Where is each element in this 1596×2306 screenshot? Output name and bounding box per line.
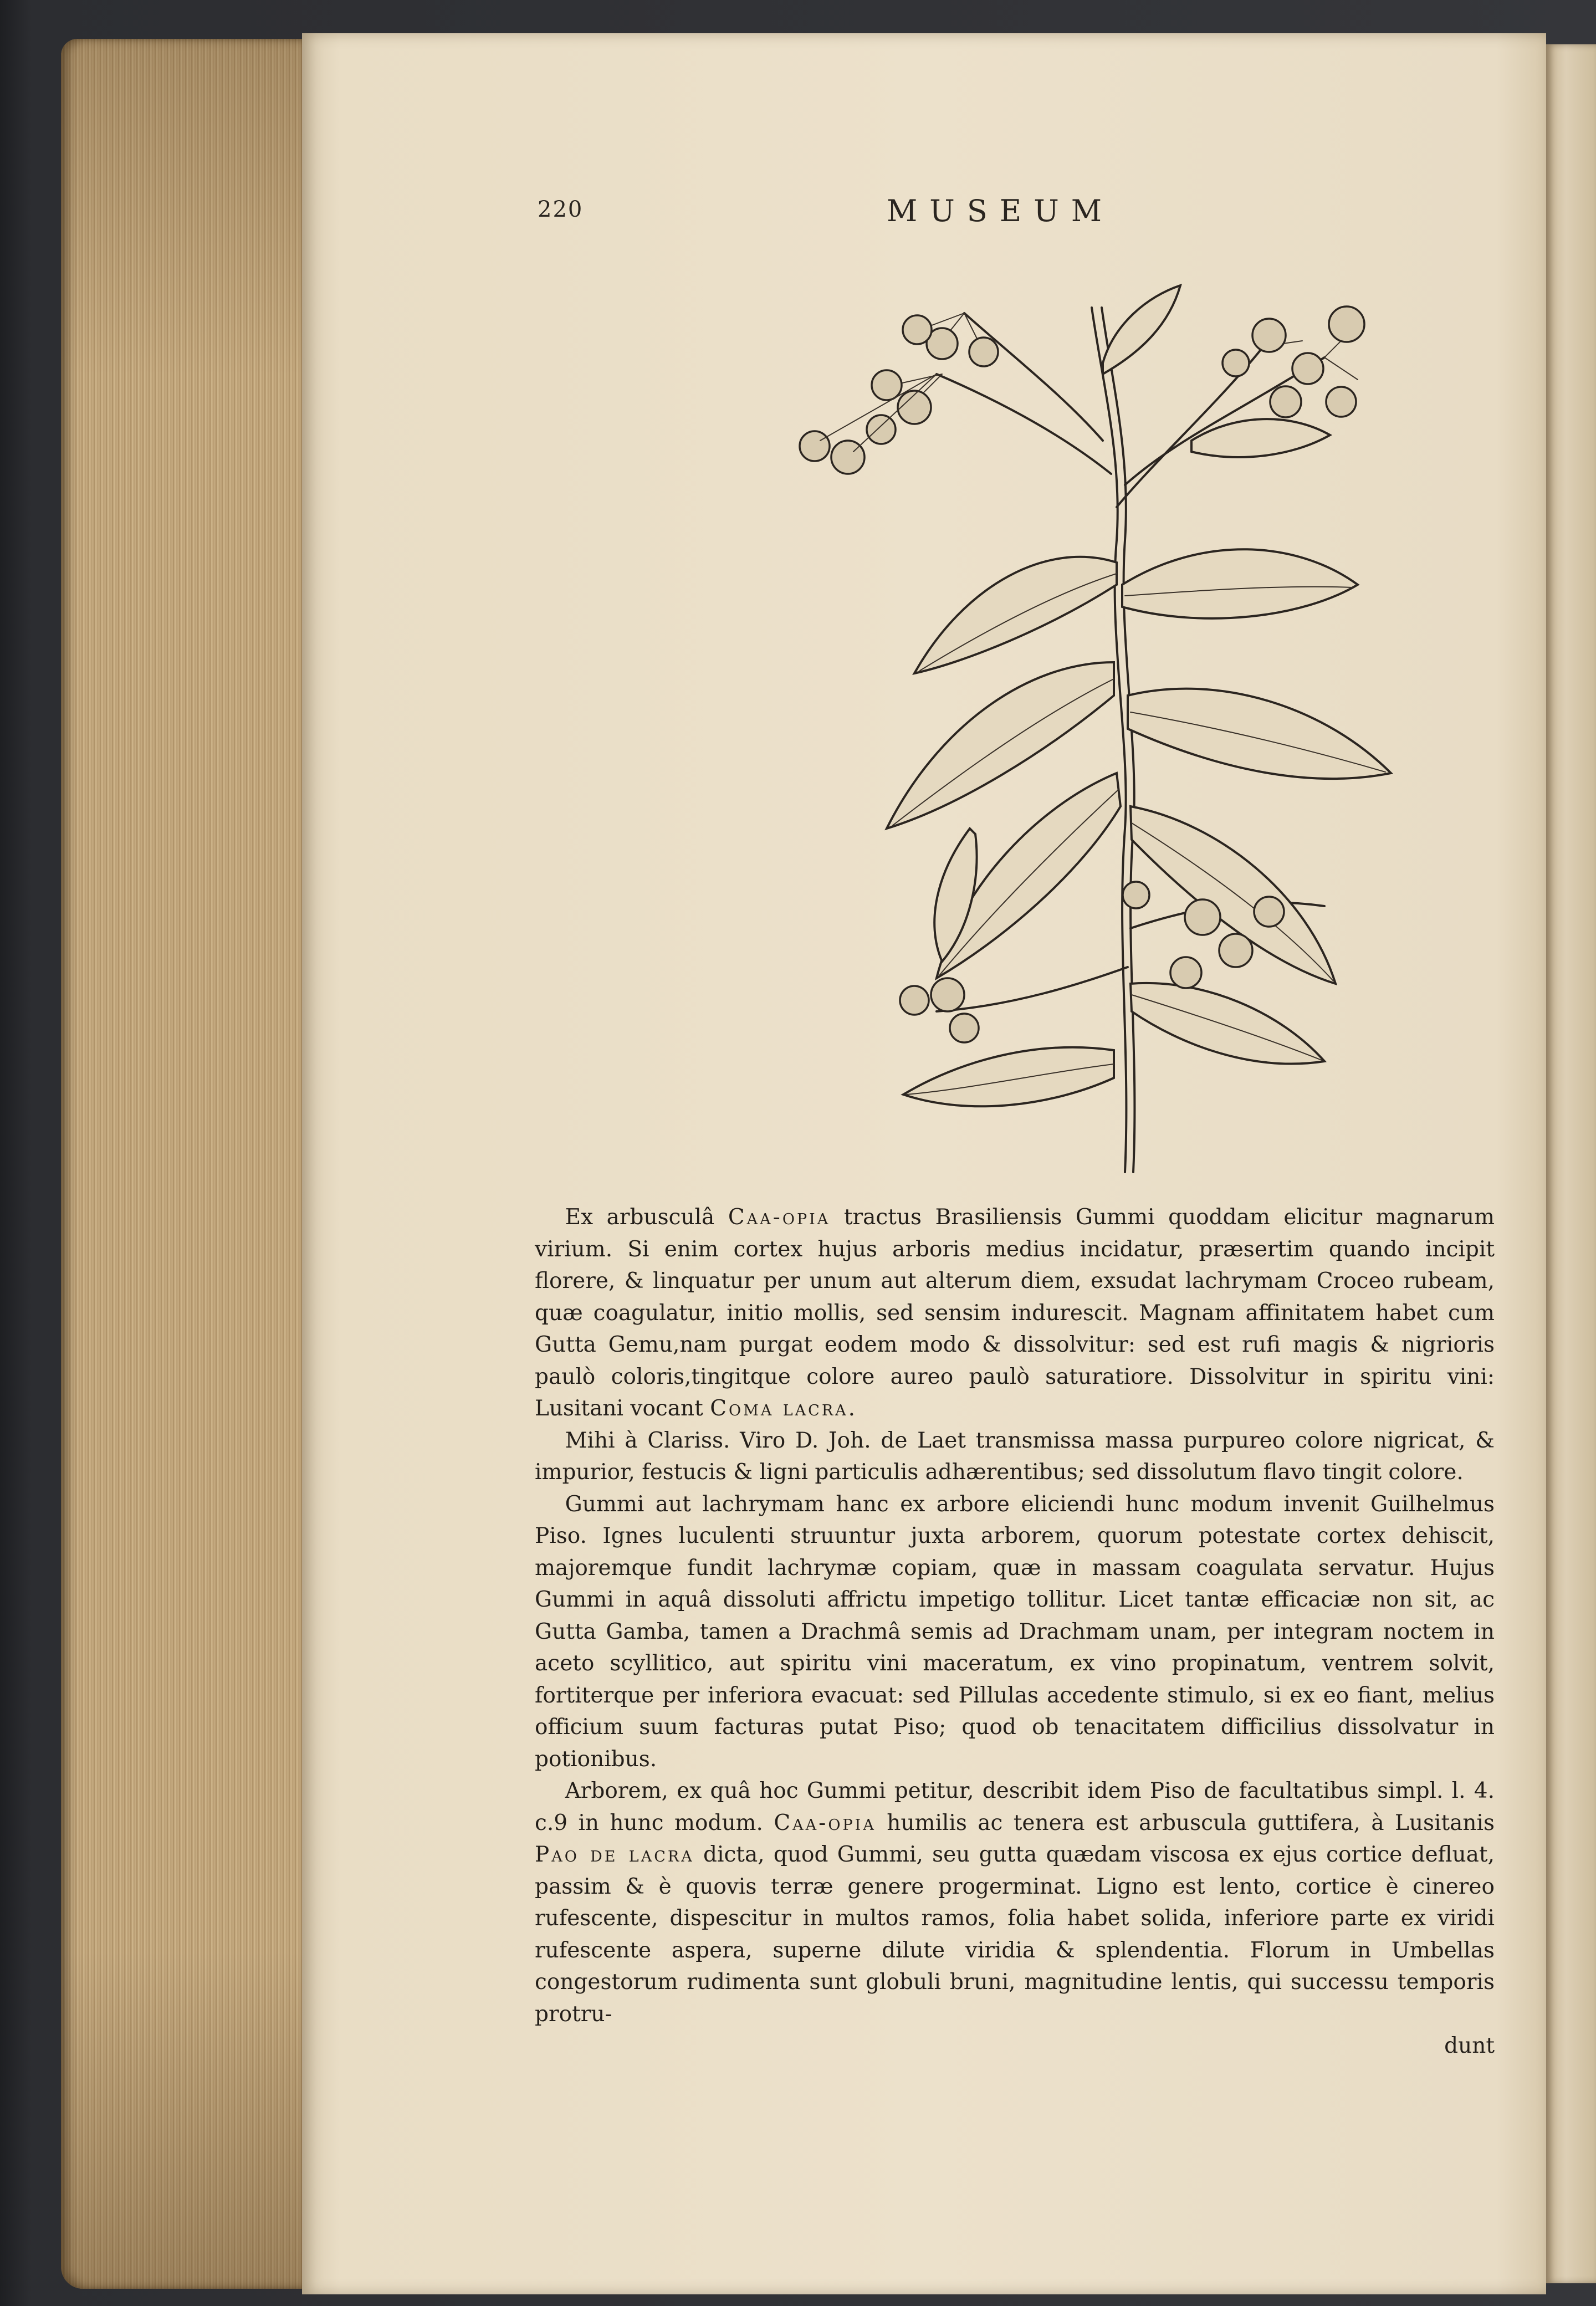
running-head: MUSEUM (887, 193, 1114, 228)
paragraph-2 (535, 1425, 1495, 1489)
small-caps-term: Caa-opia (774, 1810, 876, 1835)
text-segment: dicta, quod Gummi, seu gutta quædam viscosa ex ejus cortice defluat, passim & è quovis terræ genere progerminat. Ligno est lento, cortice è cinereo rufescente, dispescitur in multos ramos, folia habet solida, inferiore parte ex viridi rufescente aspera, superne dilute viridia & splendentia. Florum in Umbellas congestorum rudimenta sunt globuli bruni, magnitudine lentis, qui successu temporis protru- (535, 1842, 1495, 2027)
book-page-edges (61, 39, 305, 2289)
text-segment: tractus Brasiliensis Gummi quoddam elicitur magnarum virium. Si enim cortex hujus arboris medius incidatur, præsertim quando incipit florere, & linquatur per unum aut alterum diem, exsudat lachrymam Croceo rubeam, quæ coagulatur, initio mollis, sed sensim indurescit. Magnam affinitatem habet cum Gutta Gemu,nam purgat eodem modo & dissolvitur: sed est rufi magis & nigrioris paulò coloris,tingitque colore aureo paulò saturatiore. Dissolvitur in spiritu vini: Lusitani vocant (535, 1205, 1495, 1421)
paragraph-3 (535, 1489, 1495, 1776)
text-segment: Ex arbusculâ (565, 1205, 728, 1230)
small-caps-term: Pao de lacra (535, 1842, 694, 1867)
page-number: 220 (538, 197, 584, 222)
text-segment: Mihi à Clariss. Viro D. Joh. de Laet transmissa massa purpureo colore nigricat, & impurior, festucis & ligni particulis adhærentibus; sed dissolutum flavo tingit colore. (535, 1428, 1495, 1485)
page-header (538, 193, 1491, 236)
text-segment: Arborem, ex quâ hoc Gummi petitur, describit idem Piso de facultatibus simpl. l. 4. c.9 in hunc modum. (535, 1778, 1495, 1835)
text-segment: Gummi aut lachrymam hanc ex arbore eliciendi hunc modum invenit Guilhelmus Piso. Ignes luculenti struuntur juxta arborem, quorum potestate cortex dehiscit, majoremque fundit lachrymæ copiam, quæ in massam coagulata servatur. Hujus Gummi in aquâ dissoluti affrictu impetigo tollitur. Licet tantæ efficaciæ non sit, ac Gutta Gamba, tamen a Drachmâ semis ad Drachmam unam, per integram noctem in aceto scyllitico, aut spiritu vini maceratum, ex vino propinatum, ventrem solvit, fortiterque per inferiora evacuat: sed Pillulas accedente stimulo, si ex eo fiant, melius officium suum facturas putat Piso; quod ob tenacitatem difficilius dissolvatur in potionibus. (535, 1491, 1495, 1772)
small-caps-term: Coma lacra (710, 1396, 848, 1421)
facing-page-edge (1546, 44, 1596, 2283)
paragraph-4 (535, 1775, 1495, 2030)
small-caps-term: Caa-opia (728, 1205, 831, 1230)
text-segment: . (848, 1396, 856, 1421)
body-text (535, 1201, 1495, 2062)
text-segment: humilis ac tenera est arbuscula guttifera, à Lusitanis (876, 1810, 1495, 1835)
catchword: dunt (1444, 2033, 1495, 2058)
paragraph-1 (535, 1201, 1495, 1425)
caa-opia-plant-woodcut-icon (704, 274, 1513, 1189)
